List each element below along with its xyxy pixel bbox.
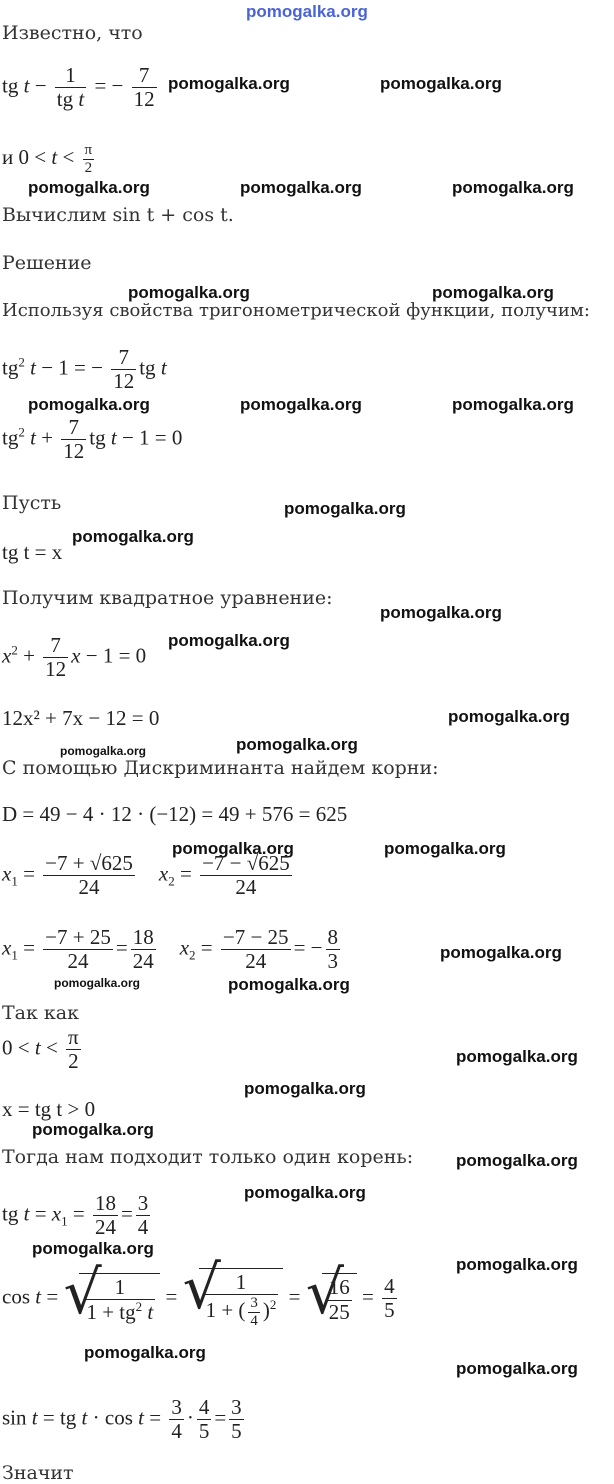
frac-num: 7 (61, 416, 86, 440)
roots-values: $x_1$ = $\frac{-7 + 25}{24}$ = $\frac{18}{24}$ $x_2$ = $\frac{-7 - 25}{24}$ = − $\frac{8}{3}$ (2, 925, 338, 974)
frac-num: 18 (94, 1191, 116, 1215)
watermark: pomogalka.org (172, 839, 294, 858)
frac-num: 7 (43, 634, 68, 658)
frac-den: 12 (113, 369, 135, 394)
intro-text: Известно, что (2, 22, 143, 44)
watermark: pomogalka.org (244, 1079, 366, 1098)
watermark: pomogalka.org (32, 1120, 154, 1139)
since-condition: 0 < t < $\frac{\pi}{2}$ (2, 1025, 79, 1074)
frac-den: 24 (132, 949, 154, 974)
watermark: pomogalka.org (240, 395, 362, 414)
frac-num: −7 − 25 (222, 925, 289, 949)
watermark: pomogalka.org (384, 839, 506, 858)
frac-num: 4 (198, 1395, 210, 1419)
frac-num: π (68, 1025, 79, 1049)
watermark: pomogalka.org (432, 283, 554, 302)
frac-num: √ 16 (328, 1275, 350, 1300)
watermark: pomogalka.org (380, 74, 502, 93)
frac-den: 24 (78, 875, 100, 900)
quadratic-integer: 12x² + 7x − 12 = 0 (2, 706, 160, 730)
frac-num: 7 (111, 346, 136, 370)
watermark: pomogalka.org (28, 395, 150, 414)
watermark: pomogalka.org (236, 735, 358, 754)
watermark: pomogalka.org (456, 1359, 578, 1378)
watermark: pomogalka.org (28, 178, 150, 197)
watermark: pomogalka.org (380, 603, 502, 622)
frac-den: 5 (198, 1419, 210, 1444)
equation-step1: $tg^2$ t − 1 = − $\frac{7}{12}$ tg t (2, 345, 167, 394)
substitution: tg t = x (2, 540, 63, 564)
watermark: pomogalka.org (244, 1183, 366, 1202)
sin-value: sin t = tg t · cos t = $\frac{3}{4}$ · $\frac{4}{5}$ = $\frac{3}{5}$ (2, 1395, 242, 1444)
frac-num: 3 (250, 1295, 258, 1312)
frac-num: 4 (384, 1273, 395, 1298)
frac-den: 4 (137, 1215, 149, 1240)
watermark: pomogalka.org (456, 1047, 578, 1066)
watermark: pomogalka.org (228, 975, 350, 994)
disc-prompt-text: С помощью Дискриминанта найдем корни: (2, 757, 439, 779)
frac-num: 3 (171, 1395, 182, 1419)
frac-num: 3 (137, 1191, 149, 1215)
since-text: Так как (2, 1002, 79, 1024)
watermark: pomogalka.org (452, 178, 574, 197)
cos-value: cos t = √ $\frac{1}{1 + tg^2 t}$ = √ 1 1 + ( $\frac{3}{4}$ )$^2$ = √ $\frac{16}{25}$ = $\frac{4}{5}$ (2, 1268, 400, 1329)
watermark: pomogalka.org (456, 1151, 578, 1170)
watermark: pomogalka.org (456, 1255, 578, 1274)
watermark: pomogalka.org (168, 631, 290, 650)
frac-num: √ 1 (84, 1276, 155, 1300)
watermark: pomogalka.org (72, 527, 194, 546)
watermark: pomogalka.org (240, 178, 362, 197)
frac-den: 3 (327, 949, 338, 974)
watermark-small: pomogalka.org (60, 744, 147, 758)
tg-value: tg $t = x_1$ = $\frac{18}{24}$ = $\frac{3}{4}$ (2, 1191, 149, 1240)
frac-den: 24 (67, 949, 89, 974)
sqrt-symbol: √ 1 1 + ( $\frac{3}{4}$ )$^2$ (183, 1268, 284, 1329)
let-text: Пусть (2, 492, 62, 514)
frac-num: −7 + √625 (45, 851, 133, 875)
frac-num: 3 (231, 1395, 242, 1419)
frac-den: 24 (94, 1215, 116, 1240)
get-quadratic-text: Получим квадратное уравнение: (2, 587, 333, 609)
frac-den: 25 (328, 1299, 350, 1324)
roots-formula: $x_1$ = $\frac{-7 + √625}{24}$ $x_2$ = $\frac{-7 - √625}{24}$ (2, 851, 290, 900)
frac-den: 24 (235, 875, 257, 900)
and-word: и (2, 144, 14, 169)
frac-den: 5 (231, 1419, 242, 1444)
frac-den: 12 (45, 657, 67, 682)
discriminant: D = 49 − 4 · 12 · (−12) = 49 + 576 = 625 (2, 802, 348, 826)
frac-num: 7 (132, 64, 157, 88)
quadratic-equation: $x^2$ + $\frac{7}{12}$ x − 1 = 0 (2, 633, 147, 682)
watermark: pomogalka.org (32, 1239, 154, 1258)
frac-den: 5 (384, 1298, 395, 1323)
solution-heading: Решение (2, 252, 92, 274)
watermark: pomogalka.org (128, 283, 250, 302)
frac-den: 24 (245, 949, 267, 974)
given-condition: и 0 < t < $\frac{\pi}{2}$ (2, 142, 93, 176)
frac-den: 4 (171, 1419, 182, 1444)
frac-num: 8 (327, 925, 338, 949)
watermark: pomogalka.org (284, 499, 406, 518)
frac-den: 12 (133, 87, 155, 112)
frac-den: 4 (250, 1312, 258, 1329)
frac-num: √ 1 (204, 1271, 279, 1295)
watermark: pomogalka.org (84, 1343, 206, 1362)
sqrt-symbol (306, 1273, 357, 1323)
frac-den: 2 (68, 1049, 79, 1074)
watermark: pomogalka.org (440, 943, 562, 962)
frac-num: −7 − √625 (202, 851, 290, 875)
frac-num: 18 (132, 925, 154, 949)
watermark-small: pomogalka.org (54, 976, 141, 990)
watermark: pomogalka.org (448, 707, 570, 726)
compute-prompt: Вычислим sin t + cos t. (2, 204, 234, 226)
given-equation: tg t − $\frac{1}{\text{tg t}}$ = − $\frac{7}{12}$ (2, 63, 155, 112)
x-positive: x = tg t > 0 (2, 1097, 96, 1121)
frac-num: −7 + 25 (45, 925, 111, 949)
watermark: pomogalka.org (452, 395, 574, 414)
equation-step2: $tg^2$ t + $\frac{7}{12}$ tg t − 1 = 0 (2, 415, 183, 464)
frac-den: 12 (63, 439, 85, 464)
therefore-text: Значит (2, 1462, 74, 1484)
frac-den: 2 (84, 159, 93, 176)
sqrt-symbol: √ $\frac{1}{1 + tg^2 t}$ (63, 1273, 160, 1324)
frac-num: π (84, 142, 93, 158)
watermark: pomogalka.org (168, 74, 290, 93)
frac-num: 1 (55, 64, 86, 88)
only-root-text: Тогда нам подходит только один корень: (2, 1146, 414, 1168)
using-props-text: Используя свойства тригонометрической функции, получим: (2, 300, 590, 321)
watermark-top: pomogalka.org (246, 2, 368, 21)
